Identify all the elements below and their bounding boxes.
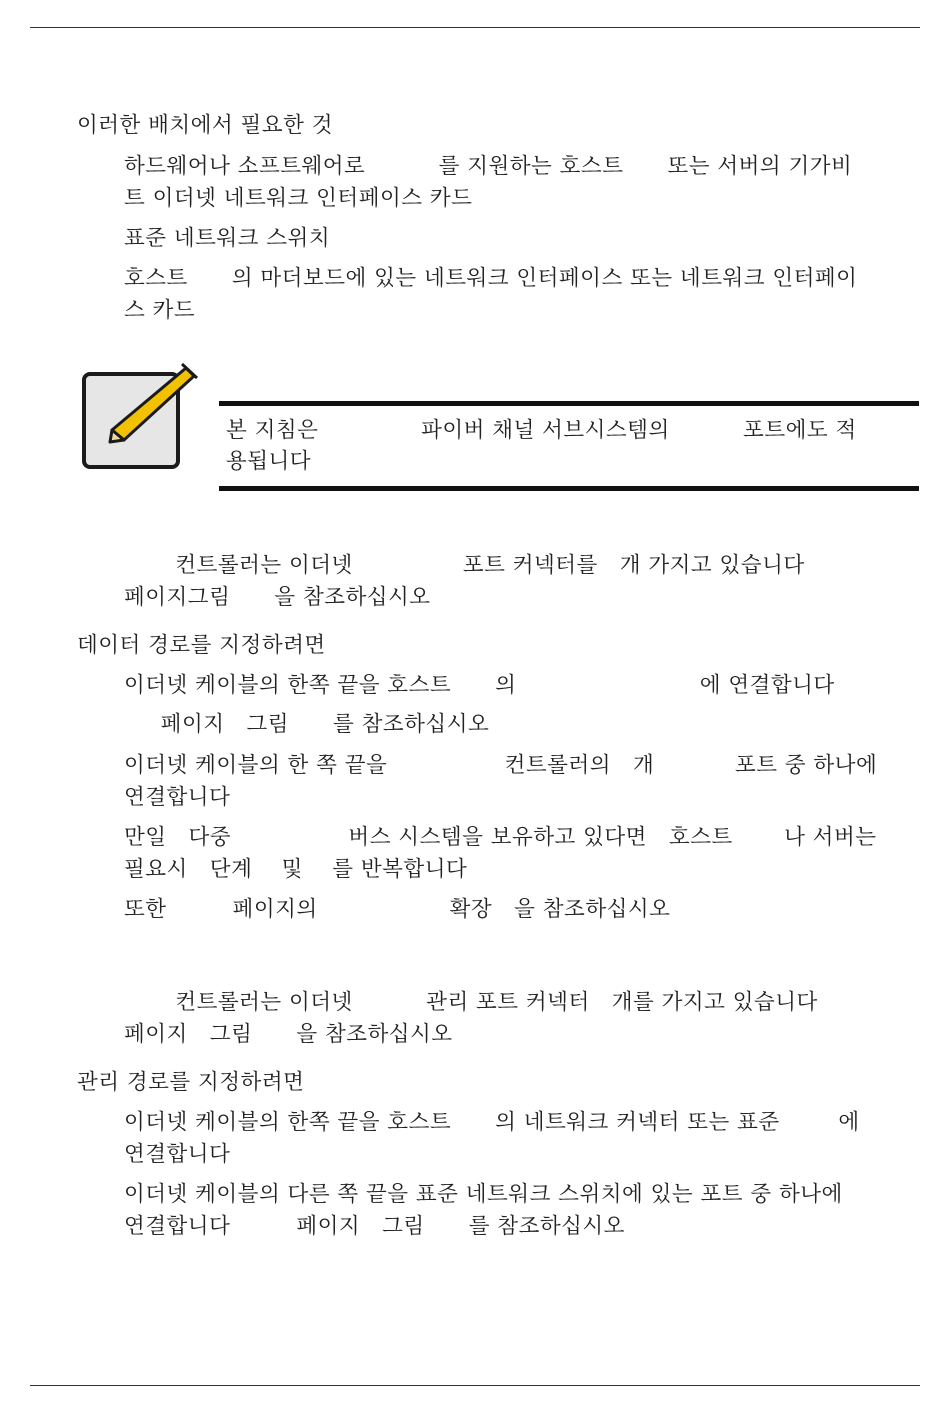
requirement-host-nic-cont: 스 카드 <box>124 298 196 323</box>
header-rule <box>30 27 920 28</box>
pencil-note-icon <box>82 360 197 472</box>
requirement-host-nic: 호스트 의 마더보드에 있는 네트워크 인터페이스 또는 네트워크 인터페이 <box>124 266 858 291</box>
requirement-gbe-nic-cont: 트 이더넷 네트워크 인터페이스 카드 <box>124 186 473 211</box>
requirements-heading: 이러한 배치에서 필요한 것 <box>77 113 333 138</box>
data-path-step-2: 이더넷 케이블의 한 쪽 끝을 컨트롤러의 개 포트 중 하나에 <box>124 753 878 778</box>
data-path-step-2-cont: 연결합니다 <box>124 785 231 810</box>
data-port-intro: 컨트롤러는 이더넷 포트 커넥터를 개 가지고 있습니다 <box>124 553 805 578</box>
note-text: 본 지침은 파이버 채널 서브시스템의 포트에도 적 <box>226 418 857 443</box>
mgmt-path-step-2-cont: 연결합니다 페이지 그림 를 참조하십시오 <box>124 1214 625 1239</box>
footer-rule <box>30 1385 920 1386</box>
requirement-gbe-nic: 하드웨어나 소프트웨어로 를 지원하는 호스트 또는 서버의 기가비 <box>124 154 853 179</box>
mgmt-path-step-1-cont: 연결합니다 <box>124 1142 231 1167</box>
mgmt-path-step-1: 이더넷 케이블의 한쪽 끝을 호스트 의 네트워크 커넥터 또는 표준 에 <box>124 1110 860 1135</box>
data-port-intro-ref: 페이지그림 을 참조하십시오 <box>124 585 431 610</box>
mgmt-port-intro-ref: 페이지 그림 을 참조하십시오 <box>124 1022 453 1047</box>
data-path-step-3: 만일 다중 버스 시스템을 보유하고 있다면 호스트 나 서버는 <box>124 825 877 850</box>
note-text-cont: 용됩니다 <box>226 449 312 474</box>
note-bottom-bar <box>219 486 919 491</box>
data-path-step-1: 이더넷 케이블의 한쪽 끝을 호스트 의 에 연결합니다 <box>124 673 835 698</box>
requirement-switch: 표준 네트워크 스위치 <box>124 226 331 251</box>
data-path-step-3-cont: 필요시 단계 및 를 반복합니다 <box>124 857 468 882</box>
data-path-step-4: 또한 페이지의 확장 을 참조하십시오 <box>124 897 671 922</box>
mgmt-path-step-2: 이더넷 케이블의 다른 쪽 끝을 표준 네트워크 스위치에 있는 포트 중 하나에 <box>124 1182 843 1207</box>
data-path-heading: 데이터 경로를 지정하려면 <box>77 633 326 658</box>
mgmt-port-intro: 컨트롤러는 이더넷 관리 포트 커넥터 개를 가지고 있습니다 <box>124 990 818 1015</box>
data-path-step-1-ref: 페이지 그림 를 참조하십시오 <box>124 712 490 737</box>
note-top-bar <box>219 401 919 406</box>
mgmt-path-heading: 관리 경로를 지정하려면 <box>77 1070 305 1095</box>
